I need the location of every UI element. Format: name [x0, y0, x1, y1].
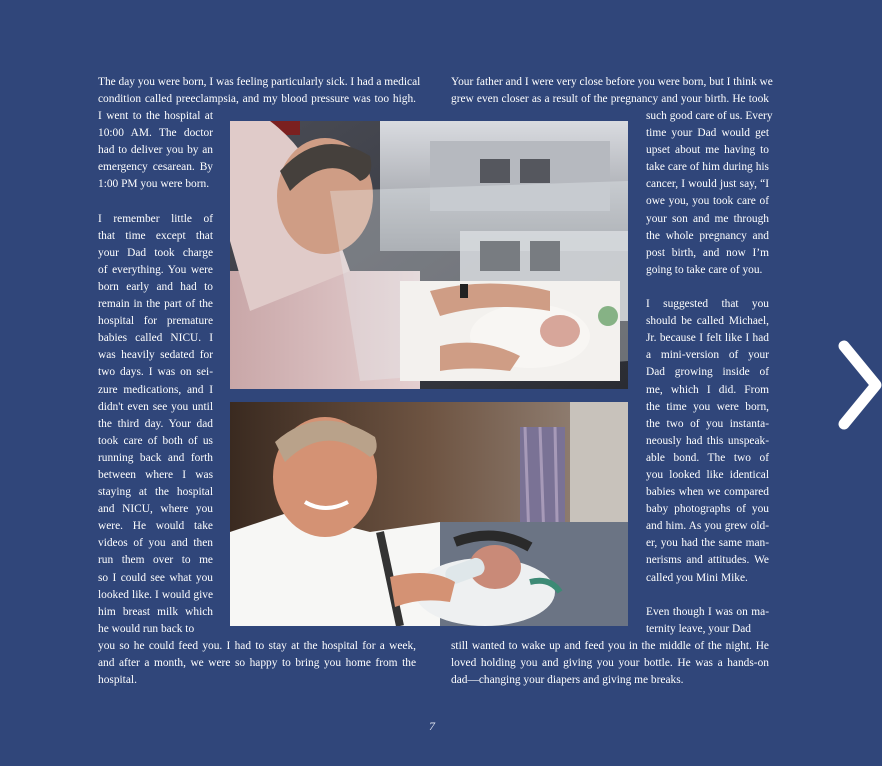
text-line: take care of him during his — [646, 161, 769, 174]
text-line: upset about me having to — [646, 144, 769, 157]
text-line: running back and forth — [98, 451, 213, 464]
text-line: cancer, I would just say, “I — [646, 178, 769, 191]
text-line: took care of both of us — [98, 434, 213, 447]
text-line: still wanted to wake up and feed you in the middle of the night. He — [451, 640, 769, 652]
left-top-text — [98, 74, 421, 108]
text-line: baby photographs of you — [646, 503, 769, 516]
page-number: 7 — [429, 719, 435, 733]
text-line: such good care of us. Every — [646, 110, 773, 122]
photo-father-incubator — [230, 121, 628, 389]
text-line: the third day. Your dad — [98, 417, 213, 430]
text-line: two days. I was on sei- — [98, 366, 213, 379]
text-line: were. He would take — [98, 520, 213, 533]
text-line: had to deliver you by an — [98, 144, 213, 157]
text-line: dad—changing your diapers and giving me breaks. — [451, 674, 684, 687]
right-top-text — [451, 74, 773, 108]
text-line: a mini-version of your — [646, 349, 769, 362]
text-line: and him. As you grew old- — [646, 520, 769, 533]
text-line: him breast milk which — [98, 605, 213, 618]
text-line: called you Mini Mike. — [646, 571, 748, 584]
text-line: condition called preeclampsia, and my blood pressure was too high. — [98, 93, 416, 106]
text-line: videos of you and then — [98, 537, 213, 550]
left-narrow-text — [98, 108, 213, 638]
right-bottom-text — [451, 638, 769, 689]
text-line: babies when we compared — [646, 486, 769, 499]
text-line: you so he could feed you. I had to stay at the hospital for a week, — [98, 640, 416, 652]
text-line: I went to the hospital at — [98, 110, 213, 122]
text-line: emergency cesarean. By — [98, 161, 213, 174]
photo-father-feeding-baby — [230, 402, 628, 626]
text-line: grew even closer as a result of the pregnancy and your birth. He took — [451, 93, 769, 106]
text-line: so I could see what you — [98, 571, 213, 584]
text-line: between where I was — [98, 468, 213, 481]
text-line: and after a month, we were so happy to bring you home from the — [98, 657, 416, 670]
text-line: and NICU, where you — [98, 503, 213, 516]
text-line: I suggested that you — [646, 298, 769, 311]
text-line: run them over to me — [98, 554, 213, 567]
text-line — [98, 193, 213, 210]
text-line: nerisms and attitudes. We — [646, 554, 769, 567]
photo-feeding-image — [230, 402, 628, 626]
text-line: post birth, and now I’m — [646, 246, 769, 259]
text-line: hospital for premature — [98, 315, 213, 328]
text-line: loved holding you and giving you your bottle. He was a hands-on — [451, 657, 769, 670]
text-line: hospital. — [98, 674, 137, 687]
left-bottom-text — [98, 638, 416, 689]
text-line: me, which I did. From — [646, 383, 769, 396]
text-line: zure medications, and I — [98, 383, 213, 396]
text-line: your Dad took charge — [98, 246, 213, 259]
text-line: born early and had to — [98, 280, 213, 293]
text-line: your son and me through — [646, 212, 769, 225]
text-line: going to take care of you. — [646, 263, 763, 276]
text-line: babies called NICU. I — [98, 332, 213, 345]
text-line — [646, 587, 769, 604]
text-line: he would run back to — [98, 622, 195, 635]
text-line: that time except that — [98, 229, 213, 242]
text-line: the time you were born, — [646, 400, 769, 413]
text-line: remain in the part of the — [98, 298, 213, 311]
text-line: 10:00 AM. The doctor — [98, 127, 213, 140]
chevron-right-icon — [836, 340, 882, 430]
text-line: neously had this unspeak- — [646, 434, 769, 447]
text-line: staying at the hospital — [98, 486, 213, 499]
text-line: I remember little of — [98, 212, 213, 225]
text-line: the whole pregnancy and — [646, 229, 769, 242]
text-line: er, you had the same man- — [646, 537, 769, 550]
text-line: didn't even see you until — [98, 400, 213, 413]
photo-incubator-image — [230, 121, 628, 389]
text-line: was heavily sedated for — [98, 349, 213, 362]
text-line — [646, 279, 769, 296]
text-line: Jr. because I felt like I had — [646, 332, 769, 345]
text-line: should be called Michael, — [646, 315, 769, 328]
right-narrow-text — [646, 108, 773, 638]
next-page-button[interactable] — [836, 340, 882, 430]
text-line: Even though I was on ma- — [646, 605, 769, 618]
text-line: you looked like identical — [646, 468, 769, 481]
text-line: owe you, you took care of — [646, 195, 769, 208]
text-line: ternity leave, your Dad — [646, 622, 752, 635]
text-line: of everything. You were — [98, 263, 213, 276]
text-line: the two of you instanta- — [646, 417, 769, 430]
text-line: Your father and I were very close before you were born, but I think we — [451, 76, 773, 88]
text-line: looked like. I would give — [98, 588, 213, 601]
text-line: time your Dad would get — [646, 127, 769, 140]
text-line: 1:00 PM you were born. — [98, 178, 210, 191]
text-line: able bond. The two of — [646, 451, 769, 464]
text-line: The day you were born, I was feeling particularly sick. I had a medical — [98, 76, 421, 88]
text-line: Dad growing inside of — [646, 366, 769, 379]
